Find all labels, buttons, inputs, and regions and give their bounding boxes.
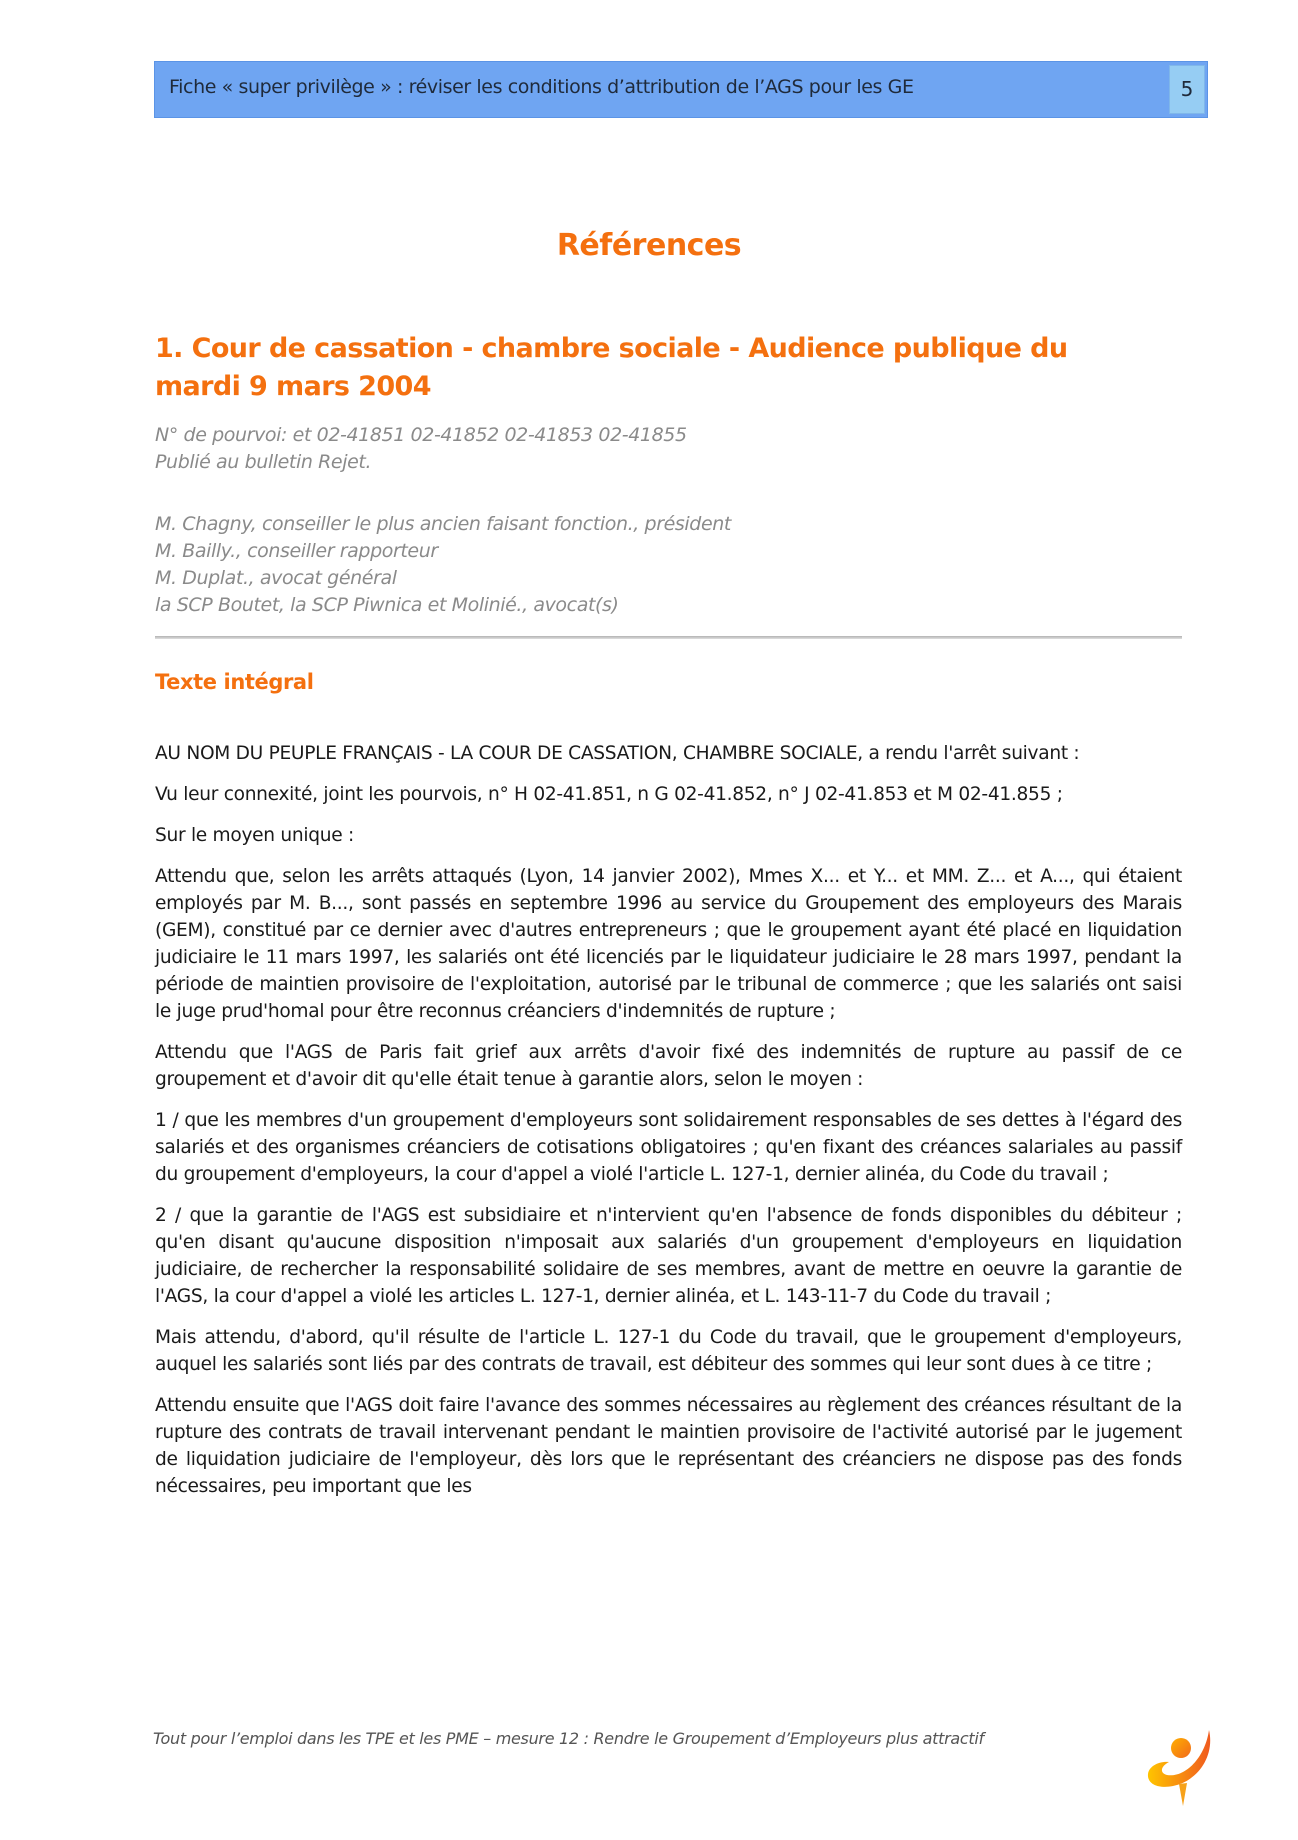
paragraph: Vu leur connexité, joint les pourvois, n° H 02-41.851, n G 02-41.852, n° J 02-41.853 et M 02-41.855 ; [155, 784, 1063, 805]
paragraph: AU NOM DU PEUPLE FRANÇAIS - LA COUR DE CASSATION, CHAMBRE SOCIALE, a rendu l'arrêt suivant : [155, 743, 1080, 764]
paragraph: Attendu ensuite que l'AGS doit faire l'avance des sommes nécessaires au règlement des créances résultant de la rupture des contrats de travail intervenant pendant le maintien provisoire de l'activité autorisé par le jugement de liquidation judiciaire de l'employeur, dès lors que le représentant des créanciers ne dispose pas des fonds nécessaires, peu important que les [155, 1395, 1182, 1497]
pourvoi-number: N° de pourvoi: et 02-41851 02-41852 02-41853 02-41855 [155, 424, 687, 446]
case-title: 1. Cour de cassation - chambre sociale - Audience publique du mardi 9 mars 2004 [155, 333, 1068, 402]
paragraph: Attendu que l'AGS de Paris fait grief aux arrêts d'avoir fixé des indemnités de rupture au passif de ce groupement et d'avoir dit qu'elle était tenue à garantie alors, selon le moyen : [155, 1042, 1182, 1090]
president: M. Chagny, conseiller le plus ancien faisant fonction., président [155, 513, 731, 535]
header-title: Fiche « super privilège » : réviser les conditions d’attribution de l’AGS pour les GE [169, 76, 914, 98]
page-title: Références [556, 228, 742, 263]
person-swoosh-logo-icon [1143, 1726, 1215, 1808]
full-text-body [155, 740, 1182, 1514]
publication-status: Publié au bulletin Rejet. [155, 451, 372, 473]
case-meta-block-1 [155, 422, 687, 476]
paragraph: 1 / que les membres d'un groupement d'employeurs sont solidairement responsables de ses dettes à l'égard des salariés et des organismes créanciers de cotisations obligatoires ; qu'en fixant des créances salariales au passif du groupement d'employeurs, la cour d'appel a violé l'article L. 127-1, dernier alinéa, du Code du travail ; [155, 1110, 1182, 1185]
avocats: la SCP Boutet, la SCP Piwnica et Molinié., avocat(s) [155, 594, 619, 616]
case-meta-block-2 [155, 511, 731, 619]
page-header-bar [154, 61, 1208, 118]
footer-text: Tout pour l’emploi dans les TPE et les PME – mesure 12 : Rendre le Groupement d’Employeurs plus attractif [153, 1729, 984, 1748]
paragraph: 2 / que la garantie de l'AGS est subsidiaire et n'intervient qu'en l'absence de fonds disponibles du débiteur ; qu'en disant qu'aucune disposition n'imposait aux salariés d'un groupement d'employeurs en liquidation judiciaire, de rechercher la responsabilité solidaire de ses membres, avant de mettre en oeuvre la garantie de l'AGS, la cour d'appel a violé les articles L. 127-1, dernier alinéa, et L. 143-11-7 du Code du travail ; [155, 1205, 1182, 1307]
paragraph: Mais attendu, d'abord, qu'il résulte de l'article L. 127-1 du Code du travail, que le groupement d'employeurs, auquel les salariés sont liés par des contrats de travail, est débiteur des sommes qui leur sont dues à ce titre ; [155, 1327, 1182, 1375]
rapporteur: M. Bailly., conseiller rapporteur [155, 540, 438, 562]
page-number: 5 [1169, 65, 1205, 114]
section-divider [155, 636, 1182, 639]
section-title: Texte intégral [155, 670, 314, 694]
paragraph: Attendu que, selon les arrêts attaqués (Lyon, 14 janvier 2002), Mmes X... et Y... et MM. Z... et A..., qui étaient employés par M. B..., sont passés en septembre 1996 au service du Groupement des employeurs des Marais (GEM), constitué par ce dernier avec d'autres entrepreneurs ; que le groupement ayant été placé en liquidation judiciaire le 11 mars 1997, les salariés ont été licenciés par le liquidateur judiciaire le 28 mars 1997, pendant la période de maintien provisoire de l'exploitation, autorisé par le tribunal de commerce ; que les salariés ont saisi le juge prud'homal pour être reconnus créanciers d'indemnités de rupture ; [155, 866, 1182, 1022]
avocat-general: M. Duplat., avocat général [155, 567, 397, 589]
paragraph: Sur le moyen unique : [155, 825, 354, 846]
